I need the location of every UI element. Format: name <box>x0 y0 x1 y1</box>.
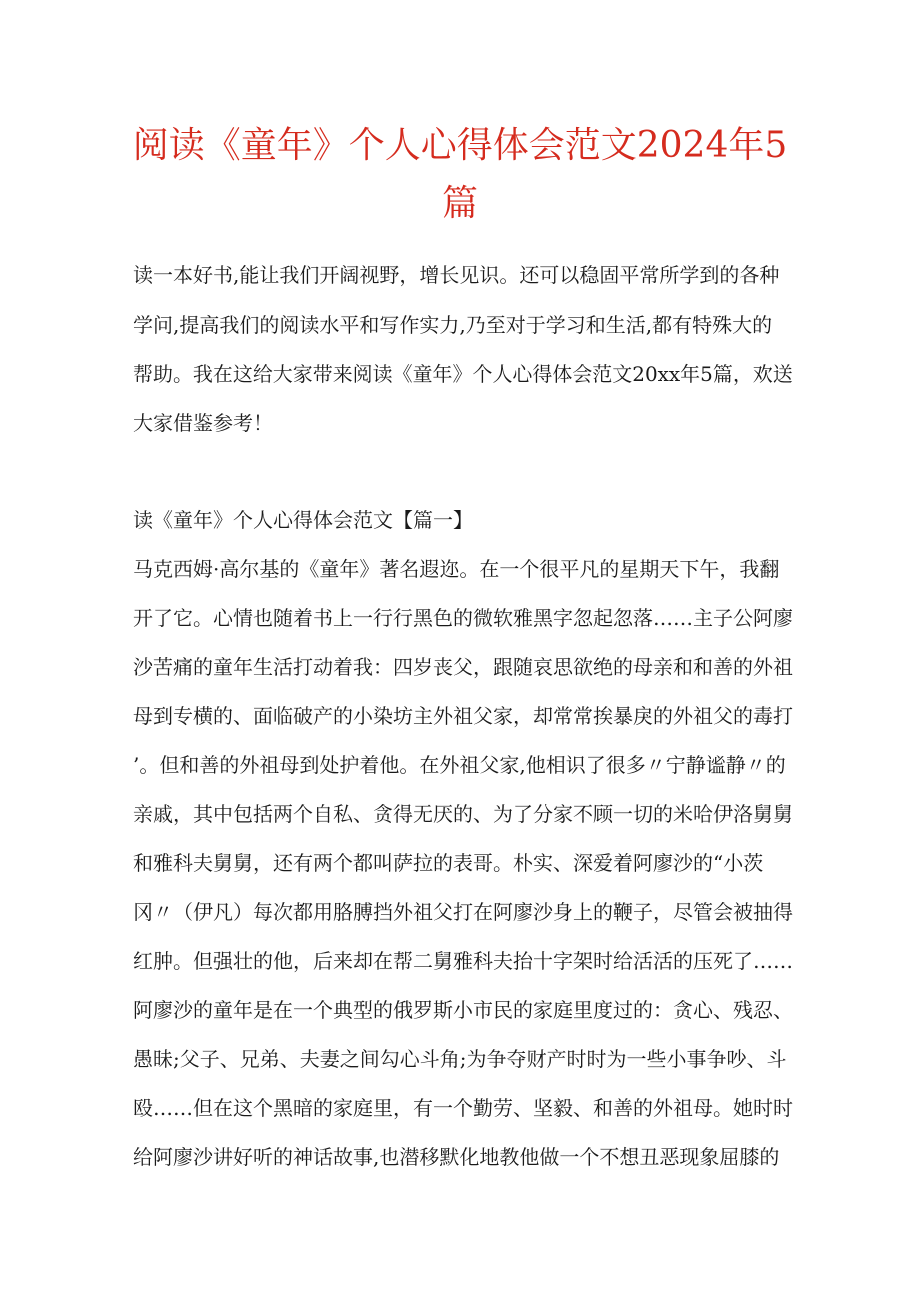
document-title-line-2: 篇 <box>441 183 478 224</box>
intro-line: 学问,提高我们的阅读水平和写作实力,乃至对于学习和生活,都有特殊大的 <box>133 313 773 337</box>
paragraph-line: 殴……但在这个黑暗的家庭里，有一个勤劳、坚毅、和善的外祖母。她时时 <box>133 1096 793 1120</box>
document-title-line-1: 阅读《童年》个人心得体会范文2024年5 <box>132 125 788 166</box>
section-heading: 读《童年》个人心得体会范文【篇一】 <box>133 508 473 532</box>
paragraph-line: ’。但和善的外祖母到处护着他。在外祖父家,他相识了很多〃宁静谧静〃的 <box>133 753 786 777</box>
intro-line: 帮助。我在这给大家带来阅读《童年》个人心得体会范文20xx年5篇，欢送 <box>133 362 793 386</box>
paragraph-line: 阿廖沙的童年是在一个典型的俄罗斯小市民的家庭里度过的：贪心、残忍、 <box>133 998 793 1022</box>
paragraph-line: 红肿。但强壮的他，后来却在帮二舅雅科夫抬十字架时给活活的压死了…… <box>133 949 793 973</box>
paragraph-line: 母到专横的、面临破产的小染坊主外祖父家，却常常挨暴戾的外祖父的毒打 <box>133 704 793 728</box>
paragraph-line: 和雅科夫舅舅，还有两个都叫萨拉的表哥。朴实、深爱着阿廖沙的“小茨 <box>133 851 764 875</box>
paragraph-line: 愚昧;父子、兄弟、夫妻之间勾心斗角;为争夺财产时时为一些小事争吵、斗 <box>133 1047 787 1071</box>
paragraph-line: 给阿廖沙讲好听的神话故事,也潜移默化地教他做一个不想丑恶现象屈膝的 <box>133 1145 780 1169</box>
paragraph-line: 马克西姆·高尔基的《童年》著名遐迩。在一个很平凡的星期天下午，我翻 <box>133 557 780 581</box>
paragraph-line: 冈〃（伊凡）每次都用胳膊挡外祖父打在阿廖沙身上的鞭子，尽管会被抽得 <box>133 900 793 924</box>
intro-line: 大家借鉴参考！ <box>133 411 273 435</box>
paragraph-line: 亲戚，其中包括两个自私、贪得无厌的、为了分家不顾一切的米哈伊洛舅舅 <box>133 802 793 826</box>
intro-line: 读一本好书,能让我们开阔视野，增长见识。还可以稳固平常所学到的各种 <box>133 263 780 287</box>
paragraph-line: 开了它。心情也随着书上一行行黑色的微软雅黑字忽起忽落……主子公阿廖 <box>133 606 793 630</box>
paragraph-line: 沙苦痛的童年生活打动着我：四岁丧父，跟随哀思欲绝的母亲和和善的外祖 <box>133 655 793 679</box>
